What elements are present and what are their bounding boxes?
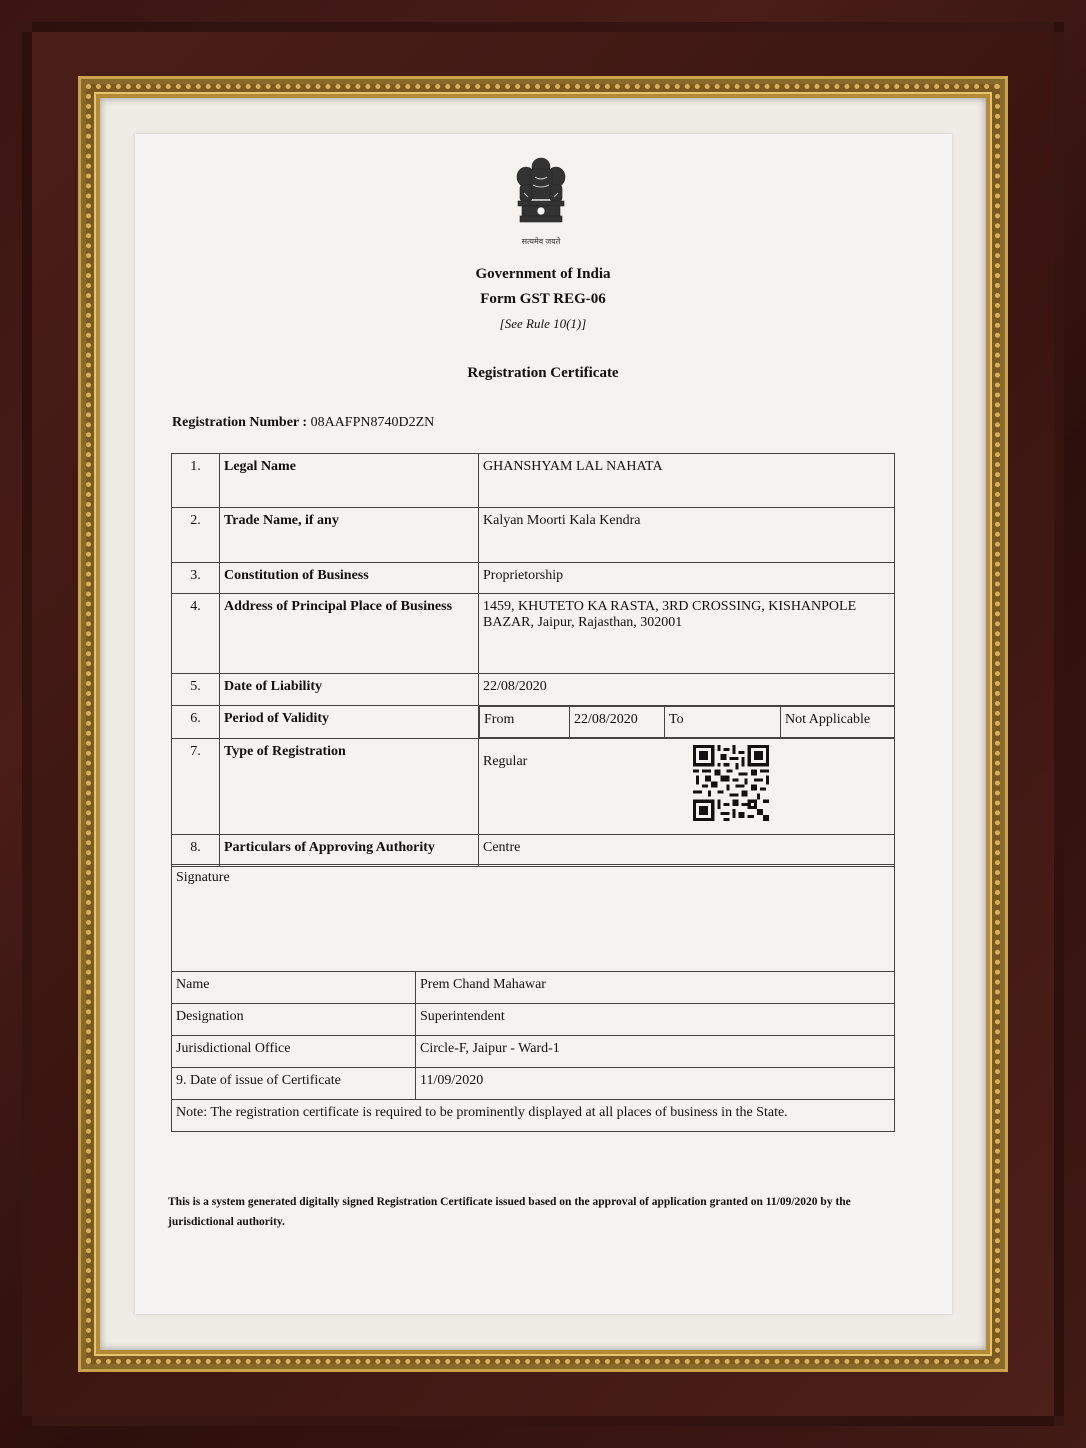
registration-number-label: Registration Number : (172, 415, 308, 430)
designation-label: Designation (172, 1004, 416, 1036)
table-row (172, 508, 895, 563)
table-row (172, 674, 895, 706)
validity-from-label: From (480, 707, 570, 738)
row-label: Trade Name, if any (220, 508, 479, 563)
row-label: Type of Registration (220, 739, 479, 835)
row-number: 4. (172, 594, 220, 674)
validity-to-label: To (665, 707, 781, 738)
table-row (172, 972, 895, 1004)
form-heading: Form GST REG-06 (480, 291, 606, 307)
table-row (172, 1100, 895, 1132)
jurisdictional-office-value: Circle-F, Jaipur - Ward-1 (416, 1036, 895, 1068)
national-emblem-icon (512, 155, 570, 235)
row-number: 3. (172, 563, 220, 594)
registration-details-table (171, 453, 895, 867)
row-value: Regular (479, 739, 895, 835)
row-value: Kalyan Moorti Kala Kendra (479, 508, 895, 563)
emblem-motto: सत्यमेव जयते (521, 237, 561, 246)
issue-date-label: 9. Date of issue of Certificate (172, 1068, 416, 1100)
row-number: 1. (172, 454, 220, 508)
row-label: Legal Name (220, 454, 479, 508)
validity-cell (479, 706, 895, 739)
table-row (172, 1004, 895, 1036)
issue-date-value: 11/09/2020 (416, 1068, 895, 1100)
signature-label: Signature (172, 865, 895, 972)
government-heading: Government of India (475, 266, 611, 282)
row-label: Date of Liability (220, 674, 479, 706)
display-note: Note: The registration certificate is required to be prominently displayed at all places of business in the State. (172, 1100, 895, 1132)
signature-table (171, 864, 895, 1132)
signature-row (172, 865, 895, 972)
footer-statement: This is a system generated digitally signed Registration Certificate issued based on the approval of application granted on 11/09/2020 by the jurisdictional authority. (168, 1196, 851, 1228)
table-row (172, 706, 895, 739)
row-value: 22/08/2020 (479, 674, 895, 706)
officer-name-label: Name (172, 972, 416, 1004)
row-value: Proprietorship (479, 563, 895, 594)
row-number: 7. (172, 739, 220, 835)
registration-number (172, 415, 434, 431)
validity-period (479, 706, 894, 738)
table-row (172, 1068, 895, 1100)
row-value: 1459, KHUTETO KA RASTA, 3RD CROSSING, KISHANPOLE BAZAR, Jaipur, Rajasthan, 302001 (479, 594, 895, 674)
certificate-title: Registration Certificate (467, 365, 619, 381)
jurisdictional-office-label: Jurisdictional Office (172, 1036, 416, 1068)
table-row (172, 739, 895, 835)
row-value: Centre (479, 835, 895, 867)
row-value: GHANSHYAM LAL NAHATA (479, 454, 895, 508)
row-label: Constitution of Business (220, 563, 479, 594)
rule-reference: [See Rule 10(1)] (499, 316, 587, 331)
row-label: Period of Validity (220, 706, 479, 739)
row-number: 6. (172, 706, 220, 739)
officer-name-value: Prem Chand Mahawar (416, 972, 895, 1004)
table-row (172, 1036, 895, 1068)
validity-from-date: 22/08/2020 (570, 707, 665, 738)
registration-number-value: 08AAFPN8740D2ZN (310, 415, 435, 430)
row-label: Particulars of Approving Authority (220, 835, 479, 867)
row-number: 5. (172, 674, 220, 706)
table-row (172, 454, 895, 508)
qr-code-icon (693, 745, 769, 821)
table-row (172, 835, 895, 867)
row-label: Address of Principal Place of Business (220, 594, 479, 674)
table-row (172, 594, 895, 674)
designation-value: Superintendent (416, 1004, 895, 1036)
table-row (172, 563, 895, 594)
validity-to-value: Not Applicable (781, 707, 895, 738)
row-number: 8. (172, 835, 220, 867)
row-number: 2. (172, 508, 220, 563)
